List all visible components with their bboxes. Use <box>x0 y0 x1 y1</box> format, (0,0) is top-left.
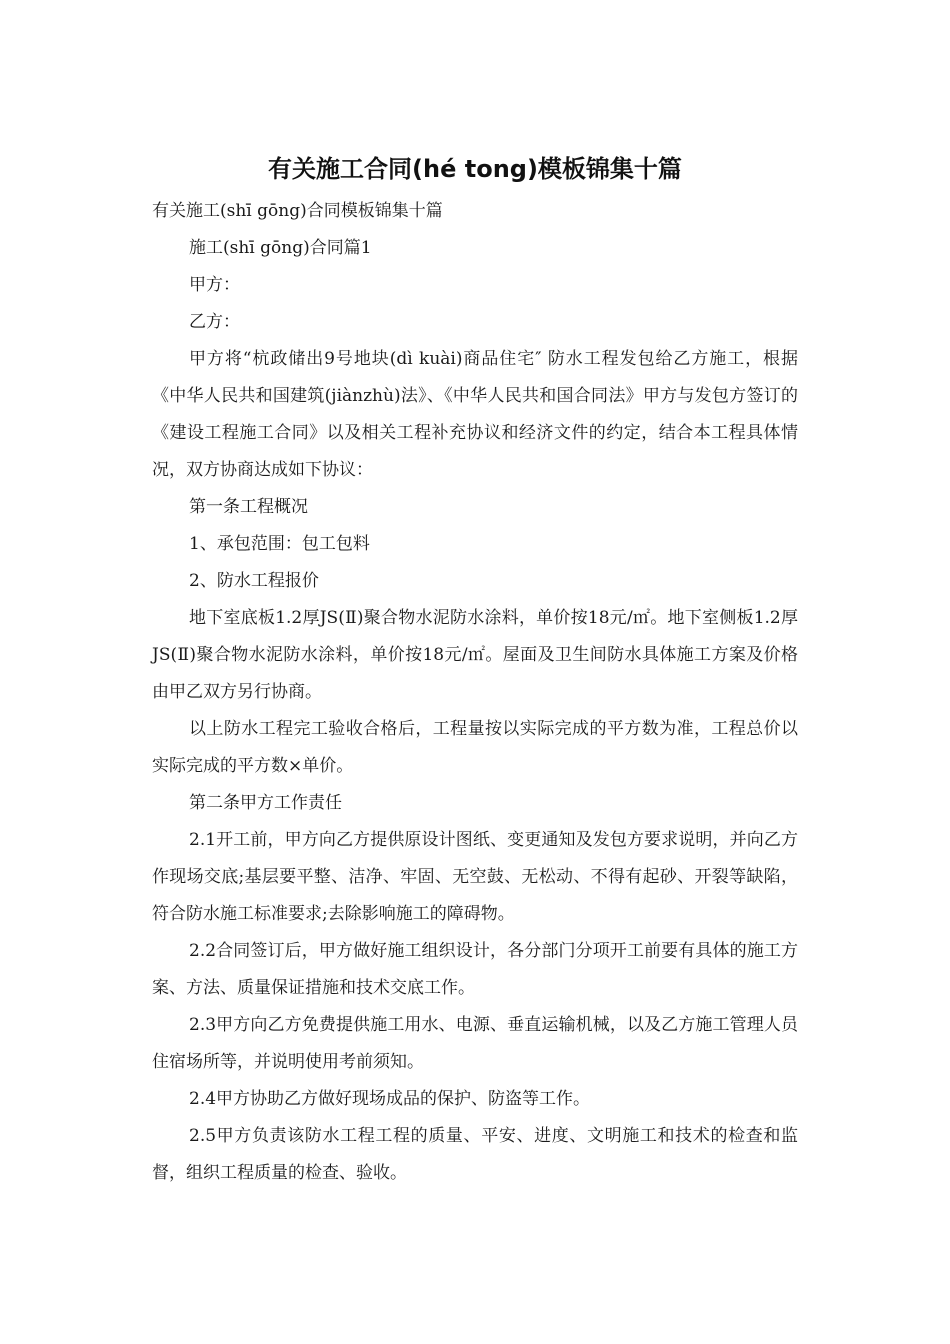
paragraph: 2、防水工程报价 <box>189 571 319 591</box>
paragraph: 2.1开工前，甲方向乙方提供原设计图纸、变更通知及发包方要求说明，并向乙方作现场交底;基层要平整、洁净、牢固、无空鼓、无松动、不得有起砂、开裂等缺陷，符合防水施工标准要求;去除影响施工的障碍物。 <box>152 830 798 924</box>
paragraph: 乙方： <box>189 312 240 332</box>
paragraph: 1、承包范围：包工包料 <box>189 534 370 554</box>
paragraph: 施工(shī gōng)合同篇1 <box>189 238 372 258</box>
paragraph: 以上防水工程完工验收合格后，工程量按以实际完成的平方数为准，工程总价以实际完成的平方数×单价。 <box>152 719 798 776</box>
paragraph: 2.2合同签订后，甲方做好施工组织设计，各分部门分项开工前要有具体的施工方案、方法、质量保证措施和技术交底工作。 <box>152 941 798 998</box>
paragraph: 2.5甲方负责该防水工程工程的质量、平安、进度、文明施工和技术的检查和监督，组织工程质量的检查、验收。 <box>152 1126 798 1183</box>
paragraph: 地下室底板1.2厚JS(Ⅱ)聚合物水泥防水涂料，单价按18元/㎡。地下室侧板1.2厚JS(Ⅱ)聚合物水泥防水涂料，单价按18元/㎡。屋面及卫生间防水具体施工方案及价格由甲乙双方另行协商。 <box>152 608 798 702</box>
paragraph: 2.4甲方协助乙方做好现场成品的保护、防盗等工作。 <box>189 1089 591 1109</box>
paragraph: 第二条甲方工作责任 <box>189 793 342 813</box>
paragraph: 第一条工程概况 <box>189 497 308 517</box>
document-body <box>152 193 798 1192</box>
paragraph: 甲方将“杭政储出9号地块(dì kuài)商品住宅″ 防水工程发包给乙方施工，根据《中华人民共和国建筑(jiànzhù)法》、《中华人民共和国合同法》甲方与发包方签订的《建设工程施工合同》以及相关工程补充协议和经济文件的约定，结合本工程具体情况，双方协商达成如下协议： <box>152 349 798 480</box>
paragraph: 有关施工(shī gōng)合同模板锦集十篇 <box>152 201 443 221</box>
paragraph: 甲方： <box>189 275 240 295</box>
paragraph: 2.3甲方向乙方免费提供施工用水、电源、垂直运输机械，以及乙方施工管理人员住宿场所等，并说明使用考前须知。 <box>152 1015 798 1072</box>
document-title: 有关施工合同(hé tong)模板锦集十篇 <box>268 155 682 183</box>
